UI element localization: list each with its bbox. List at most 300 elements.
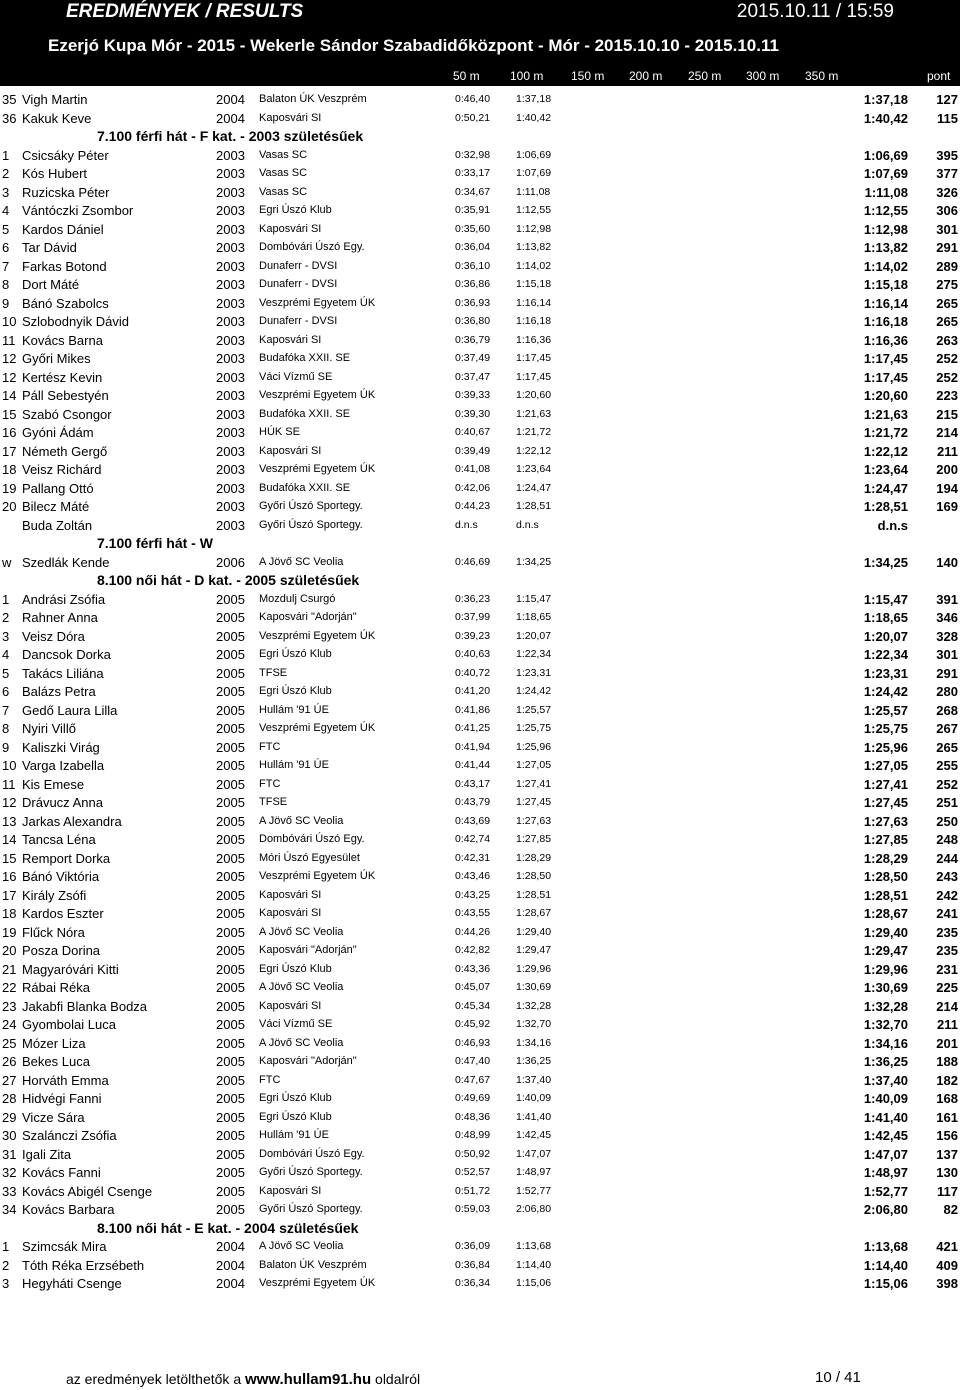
result-split100: 1:25,96 xyxy=(516,740,552,753)
result-club: Hullám '91 ÚE xyxy=(259,759,329,771)
result-final: 1:34,25 xyxy=(863,554,908,570)
result-year: 2005 xyxy=(216,943,245,958)
result-place: 4 xyxy=(2,203,10,218)
result-split50: 0:48,99 xyxy=(455,1129,491,1141)
result-split100: 2:06,80 xyxy=(516,1203,552,1215)
result-row xyxy=(0,516,960,535)
result-final: 1:12,98 xyxy=(863,221,908,237)
result-name: Kovács Barna xyxy=(22,332,103,348)
result-split100: 1:47,07 xyxy=(516,1147,552,1160)
result-split50: 0:42,31 xyxy=(455,851,491,864)
result-split100: 1:27,63 xyxy=(516,814,552,827)
result-place: 3 xyxy=(2,628,10,644)
col-150m: 150 m xyxy=(571,69,605,83)
result-row xyxy=(0,553,960,572)
result-split50: 0:36,84 xyxy=(455,1258,491,1271)
result-year: 2005 xyxy=(216,1128,245,1143)
result-row xyxy=(0,349,960,368)
result-pts: 265 xyxy=(936,295,958,311)
result-row xyxy=(0,1126,960,1145)
result-split50: 0:44,26 xyxy=(455,925,491,938)
result-row xyxy=(0,719,960,738)
result-name: Bekes Luca xyxy=(22,1054,90,1069)
results-list xyxy=(0,90,960,1293)
result-year: 2005 xyxy=(216,1054,245,1069)
result-name: Magyaróvári Kitti xyxy=(22,961,119,977)
result-pts: 252 xyxy=(936,776,958,792)
result-pts: 250 xyxy=(936,813,958,829)
result-place: 27 xyxy=(2,1072,17,1088)
result-split50: 0:42,82 xyxy=(455,944,491,956)
result-year: 2004 xyxy=(216,1239,245,1254)
result-split100: 1:32,28 xyxy=(516,999,552,1012)
result-club: A Jövő SC Veolia xyxy=(259,814,344,827)
result-club: Győri Úszó Sportegy. xyxy=(259,518,363,531)
result-place: 7 xyxy=(2,258,10,274)
result-row xyxy=(0,960,960,979)
result-split50: 0:32,98 xyxy=(455,148,491,161)
result-club: Dombóvári Úszó Egy. xyxy=(259,1147,365,1160)
result-club: Mozdulj Csurgó xyxy=(259,592,336,605)
result-club: Kaposvári "Adorján" xyxy=(259,1055,357,1067)
result-place: 15 xyxy=(2,406,17,422)
result-final: 1:29,47 xyxy=(863,943,908,958)
result-place: 30 xyxy=(2,1128,17,1143)
result-final: 1:40,42 xyxy=(863,110,908,126)
result-final: 1:21,72 xyxy=(863,425,908,440)
result-club: Vasas SC xyxy=(259,148,308,161)
col-50m: 50 m xyxy=(453,69,480,83)
result-final: 1:32,70 xyxy=(863,1017,908,1032)
result-name: Balázs Petra xyxy=(22,684,96,699)
result-name: Kaliszki Virág xyxy=(22,739,100,755)
result-pts: 241 xyxy=(936,906,958,921)
result-name: Dort Máté xyxy=(22,277,80,292)
result-club: TFSE xyxy=(259,796,288,808)
result-place: 21 xyxy=(2,961,17,977)
result-place: 7 xyxy=(2,702,10,718)
result-name: Drávucz Anna xyxy=(22,795,103,810)
result-year: 2005 xyxy=(216,647,245,662)
result-club: Veszprémi Egyetem ÚK xyxy=(259,1277,376,1289)
result-place: 12 xyxy=(2,369,17,385)
result-final: 1:25,75 xyxy=(863,721,908,736)
result-name: Páll Sebestyén xyxy=(22,388,109,403)
result-split50: 0:39,49 xyxy=(455,444,491,457)
result-name: Tancsa Léna xyxy=(22,832,96,847)
result-split50: 0:37,47 xyxy=(455,370,491,383)
result-split50: 0:36,04 xyxy=(455,241,491,253)
result-name: Jakabfi Blanka Bodza xyxy=(22,998,148,1014)
result-final: 1:36,25 xyxy=(863,1054,908,1069)
result-final: 1:16,18 xyxy=(863,314,908,329)
result-club: Egri Úszó Klub xyxy=(259,1110,332,1123)
result-name: Flűck Nóra xyxy=(22,924,85,940)
event-heading xyxy=(0,534,960,553)
result-pts: 188 xyxy=(936,1054,958,1069)
result-split50: 0:41,25 xyxy=(455,722,491,734)
result-year: 2003 xyxy=(216,277,245,292)
event-title: 8.100 női hát - D kat. - 2005 születésűek xyxy=(97,572,360,588)
result-row xyxy=(0,849,960,868)
result-name: Takács Liliána xyxy=(22,665,104,681)
result-row xyxy=(0,590,960,609)
result-final: 2:06,80 xyxy=(863,1202,908,1217)
result-year: 2003 xyxy=(216,314,245,329)
result-club: Kaposvári SI xyxy=(259,333,322,346)
result-split100: 1:21,72 xyxy=(516,426,552,438)
result-split50: 0:50,92 xyxy=(455,1147,491,1160)
result-row xyxy=(0,109,960,128)
footer-prefix: az eredmények letölthetők a xyxy=(66,1371,245,1387)
result-pts: 200 xyxy=(936,462,958,477)
result-year: 2003 xyxy=(216,240,245,255)
result-year: 2004 xyxy=(216,1257,245,1273)
result-split100: 1:28,29 xyxy=(516,851,552,864)
result-year: 2004 xyxy=(216,110,245,126)
result-pts: 268 xyxy=(936,702,958,718)
result-year: 2005 xyxy=(216,628,245,644)
result-final: 1:28,51 xyxy=(863,887,908,903)
result-place: 2 xyxy=(2,166,10,181)
result-split50: 0:42,74 xyxy=(455,833,491,845)
result-split100: 1:37,40 xyxy=(516,1073,552,1086)
result-pts: 137 xyxy=(936,1146,958,1162)
result-final: 1:21,63 xyxy=(863,406,908,422)
result-split50: 0:42,06 xyxy=(455,481,491,494)
result-split100: 1:15,06 xyxy=(516,1277,552,1289)
result-split50: 0:47,67 xyxy=(455,1073,491,1086)
result-club: Győri Úszó Sportegy. xyxy=(259,500,363,512)
result-year: 2005 xyxy=(216,1109,245,1125)
result-row xyxy=(0,812,960,831)
result-club: Veszprémi Egyetem ÚK xyxy=(259,389,376,401)
result-final: 1:41,40 xyxy=(863,1109,908,1125)
result-name: Vicze Sára xyxy=(22,1109,85,1125)
result-pts: 235 xyxy=(936,943,958,958)
result-split100: 1:40,42 xyxy=(516,111,552,124)
result-place: 1 xyxy=(2,1239,10,1254)
result-pts: 235 xyxy=(936,924,958,940)
result-pts: 215 xyxy=(936,406,958,422)
result-pts: 251 xyxy=(936,795,958,810)
result-club: Kaposvári SI xyxy=(259,999,322,1012)
result-year: 2003 xyxy=(216,166,245,181)
result-row xyxy=(0,1015,960,1034)
result-row xyxy=(0,331,960,350)
result-row xyxy=(0,1089,960,1108)
result-place: 22 xyxy=(2,980,17,995)
result-pts: 265 xyxy=(936,739,958,755)
result-club: Budafóka XXII. SE xyxy=(259,352,351,364)
result-pts: 242 xyxy=(936,887,958,903)
result-split100: 1:23,64 xyxy=(516,463,552,475)
result-name: Németh Gergő xyxy=(22,443,108,459)
result-club: Kaposvári SI xyxy=(259,444,322,457)
result-split100: 1:34,25 xyxy=(516,555,552,568)
result-row xyxy=(0,1256,960,1275)
result-split100: 1:06,69 xyxy=(516,148,552,161)
result-split100: 1:12,55 xyxy=(516,204,552,216)
result-year: 2005 xyxy=(216,1091,245,1106)
result-split100: 1:14,02 xyxy=(516,259,552,272)
result-pts: 115 xyxy=(937,110,958,126)
competition-title: Ezerjó Kupa Mór - 2015 - Wekerle Sándor Szabadidőközpont - Mór - 2015.10.10 - 2015.10.11 xyxy=(48,36,779,55)
result-split50: 0:44,23 xyxy=(455,500,491,512)
result-year: 2005 xyxy=(216,610,245,625)
result-place: 20 xyxy=(2,943,17,958)
event-title: 7.100 férfi hát - W xyxy=(97,535,213,551)
result-pts: 346 xyxy=(936,610,958,625)
result-final: 1:30,69 xyxy=(863,980,908,995)
result-year: 2005 xyxy=(216,1202,245,1217)
result-year: 2005 xyxy=(216,795,245,810)
result-club: Egri Úszó Klub xyxy=(259,648,332,660)
result-row xyxy=(0,294,960,313)
result-split100: 1:24,42 xyxy=(516,685,552,697)
result-pts: 409 xyxy=(936,1257,958,1273)
result-year: 2003 xyxy=(216,258,245,274)
result-club: Győri Úszó Sportegy. xyxy=(259,1166,363,1178)
result-split50: 0:36,23 xyxy=(455,592,491,605)
result-split50: 0:37,49 xyxy=(455,352,491,364)
result-pts: 194 xyxy=(936,480,958,496)
result-place: 12 xyxy=(2,795,17,810)
result-final: 1:28,51 xyxy=(863,499,908,514)
result-row xyxy=(0,978,960,997)
result-row xyxy=(0,1163,960,1182)
result-club: Kaposvári "Adorján" xyxy=(259,944,357,956)
result-split50: 0:33,17 xyxy=(455,167,491,179)
result-name: Pallang Ottó xyxy=(22,480,94,496)
result-split100: 1:36,25 xyxy=(516,1055,552,1067)
result-year: 2005 xyxy=(216,1072,245,1088)
result-name: Gedő Laura Lilla xyxy=(22,702,118,718)
result-pts: 243 xyxy=(936,869,958,884)
result-year: 2005 xyxy=(216,684,245,699)
result-split100: 1:27,41 xyxy=(516,777,552,790)
result-split50: 0:45,92 xyxy=(455,1018,491,1030)
result-place: 2 xyxy=(2,610,10,625)
result-row xyxy=(0,1200,960,1219)
result-final: 1:23,31 xyxy=(863,665,908,681)
result-place: 19 xyxy=(2,924,17,940)
result-row xyxy=(0,312,960,331)
result-year: 2004 xyxy=(216,92,245,107)
result-year: 2003 xyxy=(216,517,245,533)
result-place: 35 xyxy=(2,92,17,107)
result-year: 2003 xyxy=(216,406,245,422)
result-split100: 1:27,05 xyxy=(516,759,552,771)
result-final: 1:13,82 xyxy=(863,240,908,255)
result-split50: d.n.s xyxy=(455,518,478,531)
result-club: Veszprémi Egyetem ÚK xyxy=(259,722,376,734)
col-300m: 300 m xyxy=(746,69,780,83)
result-split50: 0:43,25 xyxy=(455,888,491,901)
result-split100: 1:37,18 xyxy=(516,93,552,105)
result-split50: 0:37,99 xyxy=(455,611,491,623)
result-year: 2005 xyxy=(216,1183,245,1199)
result-place: 1 xyxy=(2,591,10,607)
result-club: Egri Úszó Klub xyxy=(259,962,332,975)
result-split50: 0:43,36 xyxy=(455,962,491,975)
result-name: Veisz Dóra xyxy=(22,628,85,644)
result-club: Dombóvári Úszó Egy. xyxy=(259,241,365,253)
result-row xyxy=(0,793,960,812)
result-final: 1:07,69 xyxy=(863,166,908,181)
result-row xyxy=(0,682,960,701)
result-split50: 0:35,60 xyxy=(455,222,491,235)
result-name: Szalánczi Zsófia xyxy=(22,1128,117,1143)
result-row xyxy=(0,941,960,960)
result-club: A Jövő SC Veolia xyxy=(259,981,344,993)
result-club: FTC xyxy=(259,740,281,753)
result-split100: 1:52,77 xyxy=(516,1184,552,1197)
result-club: Hullám '91 ÚE xyxy=(259,703,329,716)
header-band xyxy=(0,0,960,86)
result-split100: 1:29,40 xyxy=(516,925,552,938)
result-year: 2005 xyxy=(216,813,245,829)
result-name: Hidvégi Fanni xyxy=(22,1091,102,1106)
result-place: 20 xyxy=(2,499,17,514)
result-year: 2005 xyxy=(216,776,245,792)
result-place: 8 xyxy=(2,277,10,292)
result-row xyxy=(0,775,960,794)
result-place: 4 xyxy=(2,647,10,662)
result-row xyxy=(0,1145,960,1164)
result-final: 1:15,47 xyxy=(863,591,908,607)
result-name: Varga Izabella xyxy=(22,758,105,773)
result-row xyxy=(0,1052,960,1071)
result-place: 12 xyxy=(2,351,17,366)
result-split100: 1:28,51 xyxy=(516,888,552,901)
result-split100: 1:32,70 xyxy=(516,1018,552,1030)
result-split100: 1:28,51 xyxy=(516,500,552,512)
result-final: 1:22,34 xyxy=(863,647,908,662)
result-split100: 1:16,36 xyxy=(516,333,552,346)
result-split100: 1:30,69 xyxy=(516,981,552,993)
result-club: Dunaferr - DVSI xyxy=(259,259,338,272)
result-name: Kertész Kevin xyxy=(22,369,103,385)
result-final: 1:29,40 xyxy=(863,924,908,940)
result-final: d.n.s xyxy=(877,517,908,533)
result-row xyxy=(0,886,960,905)
result-split100: 1:42,45 xyxy=(516,1129,552,1141)
result-place: 32 xyxy=(2,1165,17,1180)
result-row xyxy=(0,460,960,479)
result-split100: 1:34,16 xyxy=(516,1036,552,1049)
result-pts: 255 xyxy=(936,758,958,773)
result-club: Vasas SC xyxy=(259,167,308,179)
result-name: Gyombolai Luca xyxy=(22,1017,116,1032)
footer-link[interactable]: www.hullam91.hu xyxy=(245,1371,372,1388)
result-place: 23 xyxy=(2,998,17,1014)
result-place: 3 xyxy=(2,184,10,200)
result-name: Király Zsófi xyxy=(22,887,87,903)
result-split100: 1:22,34 xyxy=(516,648,552,660)
result-split100: 1:07,69 xyxy=(516,167,552,179)
result-name: Szedlák Kende xyxy=(22,554,110,570)
result-row xyxy=(0,164,960,183)
result-row xyxy=(0,1237,960,1256)
result-club: Budafóka XXII. SE xyxy=(259,407,351,420)
result-split50: 0:45,34 xyxy=(455,999,491,1012)
event-heading xyxy=(0,1219,960,1238)
result-row xyxy=(0,442,960,461)
result-club: FTC xyxy=(259,1073,281,1086)
result-club: Veszprémi Egyetem ÚK xyxy=(259,296,376,309)
result-year: 2005 xyxy=(216,998,245,1014)
result-name: Igali Zita xyxy=(22,1146,72,1162)
result-place: 31 xyxy=(2,1146,17,1162)
result-place: 10 xyxy=(2,314,17,329)
result-split100: 1:17,45 xyxy=(516,370,552,383)
result-name: Kis Emese xyxy=(22,776,85,792)
event-heading xyxy=(0,127,960,146)
result-split100: 1:11,08 xyxy=(516,185,551,198)
result-split50: 0:43,55 xyxy=(455,907,491,919)
result-split50: 0:41,86 xyxy=(455,703,491,716)
result-final: 1:06,69 xyxy=(863,147,908,163)
result-row xyxy=(0,497,960,516)
result-row xyxy=(0,923,960,942)
result-name: Kovács Barbara xyxy=(22,1202,115,1217)
result-pts: 201 xyxy=(936,1035,958,1051)
page-number: 10 / 41 xyxy=(815,1369,861,1386)
result-split100: 1:12,98 xyxy=(516,222,552,235)
event-title: 7.100 férfi hát - F kat. - 2003 születésűek xyxy=(97,128,364,144)
result-row xyxy=(0,645,960,664)
result-row xyxy=(0,1274,960,1293)
result-pts: 391 xyxy=(936,591,958,607)
result-club: TFSE xyxy=(259,666,288,679)
result-split50: 0:41,94 xyxy=(455,740,491,753)
result-club: Veszprémi Egyetem ÚK xyxy=(259,463,376,475)
result-pts: 326 xyxy=(936,184,958,200)
result-club: Vasas SC xyxy=(259,185,308,198)
result-place: 34 xyxy=(2,1202,17,1217)
result-pts: 214 xyxy=(936,998,958,1014)
result-final: 1:27,41 xyxy=(863,776,908,792)
result-split100: 1:13,82 xyxy=(516,241,552,253)
result-final: 1:27,05 xyxy=(863,758,908,773)
result-row xyxy=(0,997,960,1016)
result-place: 11 xyxy=(2,332,16,348)
result-name: Rahner Anna xyxy=(22,610,98,625)
result-split100: 1:27,85 xyxy=(516,833,552,845)
result-name: Csicsáky Péter xyxy=(22,147,109,163)
result-split50: 0:35,91 xyxy=(455,204,491,216)
result-split50: 0:43,46 xyxy=(455,870,491,882)
result-name: Ruzicska Péter xyxy=(22,184,110,200)
result-club: Dombóvári Úszó Egy. xyxy=(259,833,365,845)
result-row xyxy=(0,257,960,276)
result-split50: 0:36,10 xyxy=(455,259,491,272)
result-split50: 0:43,79 xyxy=(455,796,491,808)
result-club: Móri Úszó Egyesület xyxy=(259,851,360,864)
result-year: 2003 xyxy=(216,147,245,163)
result-pts: 289 xyxy=(936,258,958,274)
result-final: 1:20,07 xyxy=(863,628,908,644)
result-year: 2003 xyxy=(216,351,245,366)
result-split50: 0:41,08 xyxy=(455,463,491,475)
result-name: Andrási Zsófia xyxy=(22,591,106,607)
result-club: Veszprémi Egyetem ÚK xyxy=(259,870,376,882)
result-place: 33 xyxy=(2,1183,17,1199)
result-year: 2005 xyxy=(216,1165,245,1180)
result-final: 1:15,18 xyxy=(863,277,908,292)
result-name: Kakuk Keve xyxy=(22,110,92,126)
